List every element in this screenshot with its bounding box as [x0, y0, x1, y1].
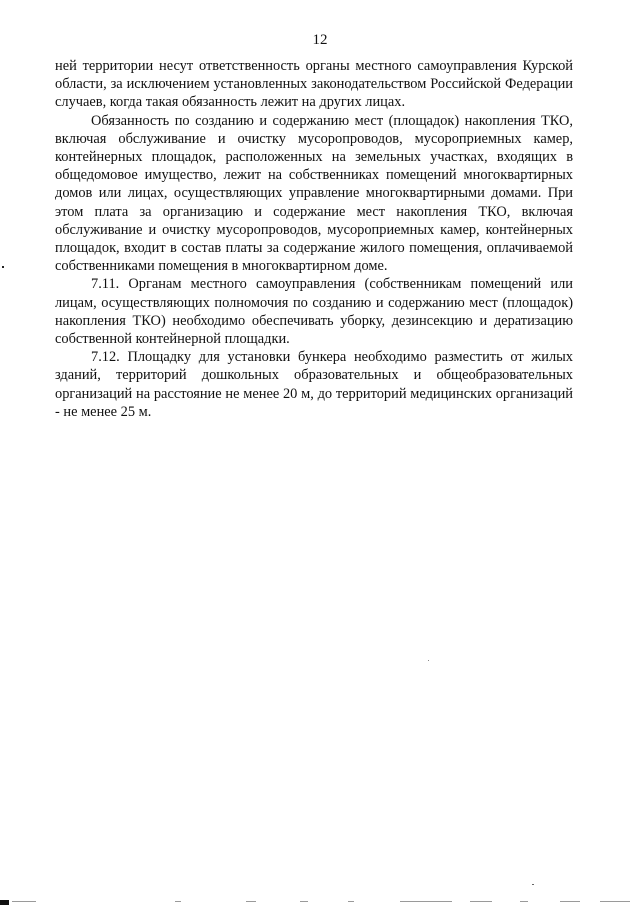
scan-dot [532, 884, 534, 885]
scan-edge-line [300, 901, 308, 902]
scan-edge-line [246, 901, 256, 902]
scan-edge-line [12, 901, 36, 902]
scan-edge-line [560, 901, 580, 902]
scan-edge-line [175, 901, 181, 902]
paragraph-7-11: 7.11. Органам местного самоуправления (собственникам помещений или лицам, осуществляющих полномочия по созданию и содержанию мест (площадок) накопления ТКО) необходимо обеспечивать уборку, дезинсекцию и дератизацию собственной контейнерной площадки. [55, 276, 573, 348]
paragraph-continuation: ней территории несут ответственность органы местного самоуправления Курской области, за исключением установленных законодательством Российской Федерации случаев, когда такая обязанность лежит на других лицах. [55, 58, 573, 111]
scan-edge-line [400, 901, 452, 902]
scan-edge-line [600, 901, 630, 902]
page-number: 12 [312, 32, 328, 48]
paragraph-waste-site-obligations: Обязанность по созданию и содержанию мест (площадок) накопления ТКО, включая обслуживание и очистку мусоропроводов, мусороприемных камер, контейнерных площадок, расположенных на земельных участках, входящих в общедомовое имущество, лежит на собственниках помещений многоквартирных домов или лицах, осуществляющих управление многоквартирными домами. При этом плата за организацию и содержание мест накопления ТКО, включая обслуживание и очистку мусоропроводов, мусороприемных камер, контейнерных площадок, входит в состав платы за содержание жилого помещения, оплачиваемой собственниками помещения в многоквартирном доме. [55, 112, 573, 275]
scan-corner-mark [0, 900, 9, 905]
scan-edge-line [520, 901, 528, 902]
scan-dot [2, 266, 4, 268]
scan-dot [428, 660, 429, 661]
paragraph-7-12: 7.12. Площадку для установки бункера необходимо разместить от жилых зданий, территорий дошкольных образовательных и общеобразовательных организаций на расстояние не менее 20 м, до территорий медицинских организаций - не менее 25 м. [55, 349, 573, 420]
document-body [55, 57, 573, 421]
scan-edge-line [348, 901, 354, 902]
scan-bottom-edge [0, 897, 640, 905]
scan-edge-line [470, 901, 492, 902]
